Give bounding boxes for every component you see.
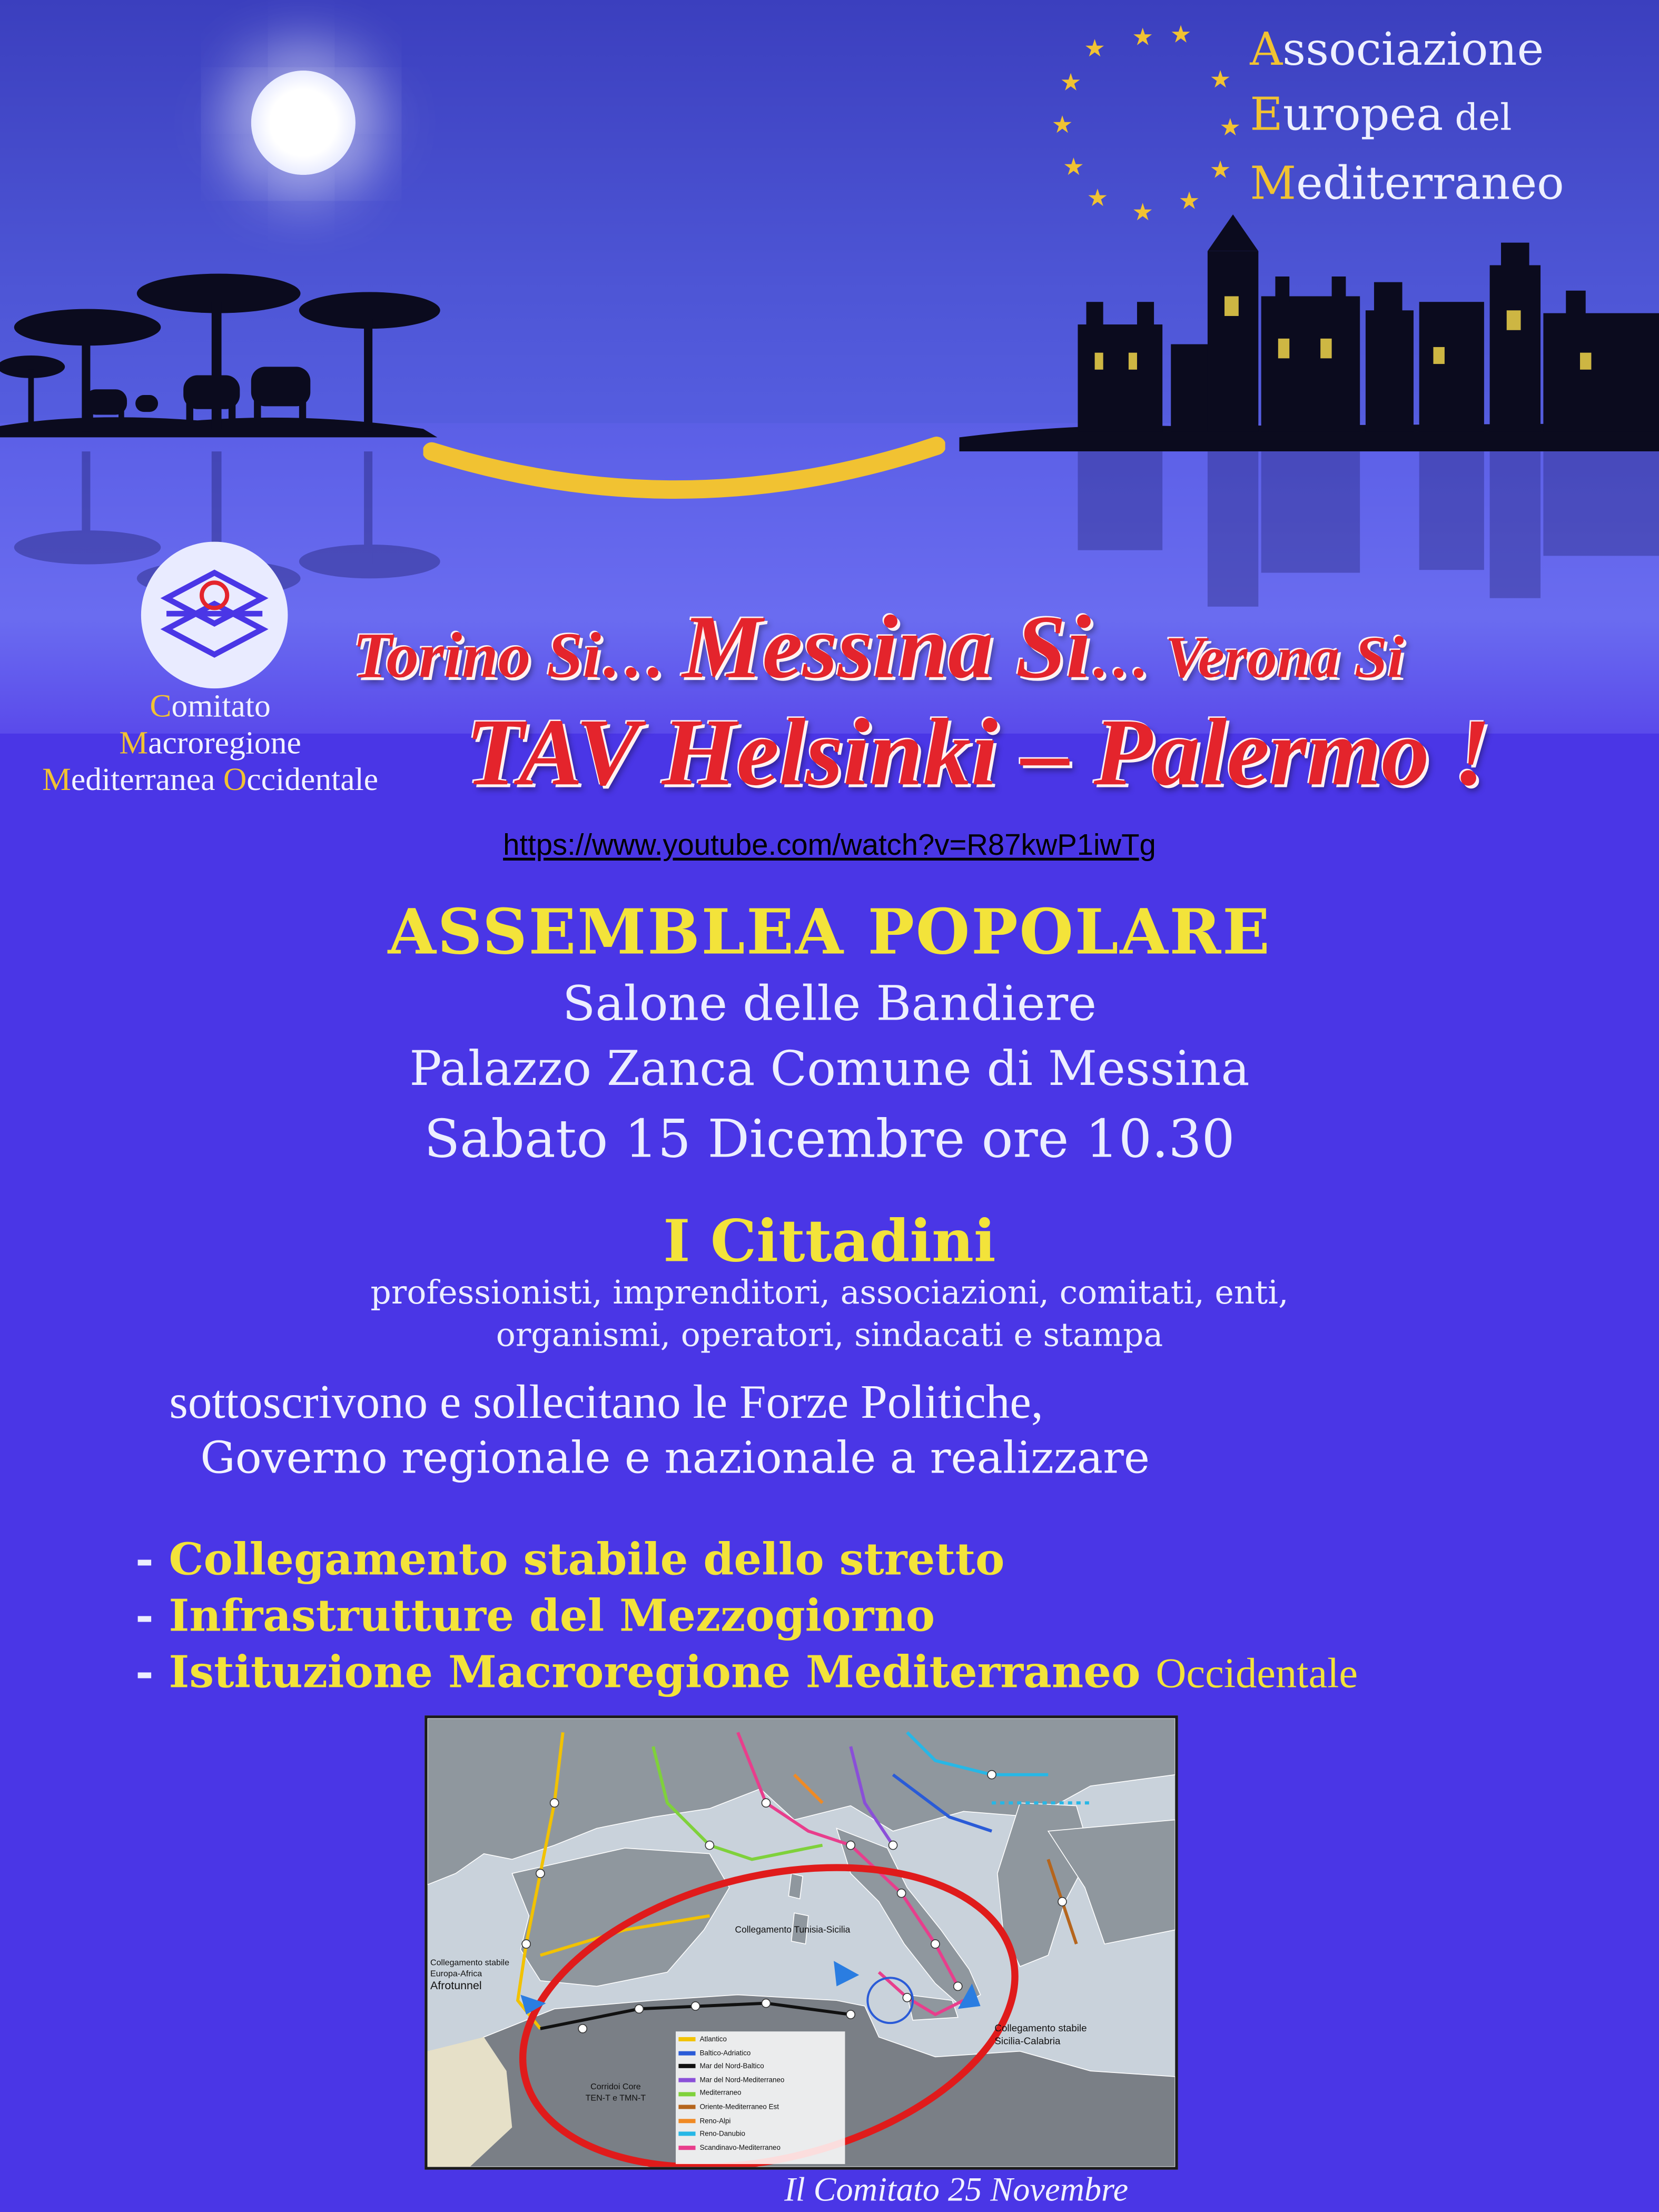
map-label-sicily-calabria <box>994 2023 1087 2048</box>
legend-swatch <box>678 2065 695 2069</box>
demand-item <box>135 1648 1358 1698</box>
citizens-list-line: professionisti, imprenditori, associazioni, comitati, enti, <box>370 1275 1289 1312</box>
map-label-text: Europa-Africa <box>430 1971 482 1980</box>
committee-logo-emblem <box>141 542 288 689</box>
svg-text:★: ★ <box>1063 153 1084 181</box>
association-initial: A <box>1250 22 1283 76</box>
svg-text:★: ★ <box>1170 20 1192 48</box>
headline-torino: Torino Si… <box>352 619 683 692</box>
svg-text:★: ★ <box>1132 23 1154 51</box>
map-label-tunisia-sicily <box>735 1924 851 1937</box>
city-skyline-silhouette <box>959 212 1659 451</box>
event-date-time: Sabato 15 Dicembre ore 10.30 <box>424 1109 1235 1170</box>
svg-text:★: ★ <box>1209 155 1231 184</box>
map-label-text: Sicilia-Calabria <box>994 2037 1061 2047</box>
bullet-dash: - <box>135 1535 169 1586</box>
committee-initial: C <box>150 688 172 724</box>
map-label-text: TEN-T e TMN-T <box>585 2095 646 2104</box>
legend-swatch <box>678 2078 695 2082</box>
headline-cities <box>353 595 1623 699</box>
bullet-dash: - <box>135 1647 169 1699</box>
headline-verona: … Verona Si <box>1091 626 1404 692</box>
legend-swatch <box>678 2146 695 2150</box>
svg-text:★: ★ <box>1209 65 1231 94</box>
committee-initial: M <box>42 762 71 797</box>
legend-label: Baltico-Adriatico <box>699 2049 751 2058</box>
citizens-list-line: organismi, operatori, sindacati e stampa <box>496 1317 1163 1355</box>
svg-text:★: ★ <box>1084 34 1105 63</box>
legend-swatch <box>678 2091 695 2096</box>
committee-initial: O <box>223 762 247 797</box>
legend-label: Oriente-Mediterraneo Est <box>699 2103 779 2112</box>
legend-label: Reno-Alpi <box>699 2117 731 2126</box>
legend-label: Mar del Nord-Mediterraneo <box>699 2076 785 2085</box>
footer-signature: Il Comitato 25 Novembre <box>784 2172 1129 2209</box>
legend-swatch <box>678 2037 695 2041</box>
bullet-dash: - <box>135 1591 169 1642</box>
map-label-text: Afrotunnel <box>430 1979 482 1992</box>
transport-corridor-map <box>424 1715 1178 2170</box>
legend-label: Mar del Nord-Baltico <box>699 2062 764 2071</box>
demand-text: Collegamento stabile dello stretto <box>169 1535 1005 1586</box>
event-venue-building: Palazzo Zanca Comune di Messina <box>409 1041 1250 1098</box>
svg-text:★: ★ <box>1087 184 1109 212</box>
youtube-video-link[interactable]: https://www.youtube.com/watch?v=R87kwP1iwTg <box>503 829 1156 862</box>
moon-icon <box>251 71 355 175</box>
headline-messina: Messina Si <box>682 597 1091 697</box>
association-name <box>1250 17 1564 216</box>
legend-item <box>678 2048 845 2061</box>
legend-item <box>678 2088 845 2102</box>
legend-item <box>678 2035 845 2048</box>
demand-text: Istituzione Macroregione Mediterraneo <box>169 1647 1156 1699</box>
legend-label: Mediterraneo <box>699 2090 742 2099</box>
association-initial: E <box>1250 87 1283 141</box>
legend-item <box>678 2075 845 2089</box>
legend-item <box>678 2061 845 2075</box>
citizens-action-line: Governo regionale e nazionale a realizzare <box>200 1433 1150 1484</box>
association-initial: M <box>1250 156 1297 211</box>
legend-swatch <box>678 2105 695 2109</box>
headline-tav: TAV Helsinki – Palermo ! <box>465 698 1491 806</box>
event-title: ASSEMBLEA POPOLARE <box>388 897 1271 970</box>
demand-item <box>135 1535 1004 1585</box>
legend-item <box>678 2102 845 2116</box>
legend-swatch <box>678 2132 695 2136</box>
committee-name <box>14 688 407 798</box>
committee-word: editerranea <box>71 762 223 797</box>
association-word: ssociazione <box>1282 22 1544 76</box>
map-label-text: Collegamento stabile <box>994 2024 1087 2035</box>
eu-stars-logo <box>1044 11 1256 223</box>
association-word: editerraneo <box>1296 156 1564 211</box>
map-label-text: Collegamento stabile <box>430 1959 510 1968</box>
demand-item <box>135 1591 935 1642</box>
legend-label: Scandinavo-Mediterraneo <box>699 2144 781 2152</box>
bridge-arc-icon <box>423 432 945 511</box>
citizens-action-line: sottoscrivono e sollecitano le Forze Politiche, <box>169 1377 1043 1429</box>
svg-text:★: ★ <box>1060 68 1082 96</box>
svg-text:★: ★ <box>1051 110 1073 139</box>
map-label-text: Corridoi Core <box>590 2083 641 2092</box>
demand-text: Infrastrutture del Mezzogiorno <box>169 1591 935 1642</box>
legend-label: Reno-Danubio <box>699 2130 745 2139</box>
committee-initial: M <box>119 725 149 761</box>
legend-swatch <box>678 2051 695 2055</box>
svg-text:★: ★ <box>1132 197 1154 223</box>
legend-item <box>678 2142 845 2156</box>
legend-item <box>678 2116 845 2129</box>
savanna-silhouette <box>0 254 451 451</box>
legend-item <box>678 2129 845 2142</box>
map-label-afrotunnel <box>430 1958 509 1992</box>
legend-swatch <box>678 2119 695 2123</box>
committee-word: omitato <box>171 688 271 724</box>
map-label-text: Collegamento Tunisia-Sicilia <box>735 1925 851 1936</box>
event-venue-hall: Salone delle Bandiere <box>562 976 1097 1033</box>
association-word: del <box>1443 97 1512 140</box>
committee-word: acroregione <box>148 725 301 761</box>
association-word: uropea <box>1282 87 1444 141</box>
demand-text: Occidentale <box>1156 1650 1358 1697</box>
legend-label: Atlantico <box>699 2036 727 2045</box>
committee-word: ccidentale <box>246 762 379 797</box>
citizens-title: I Cittadini <box>663 1207 996 1276</box>
svg-text:★: ★ <box>1219 113 1241 142</box>
map-legend-list <box>678 2035 845 2156</box>
map-label-core-corridors <box>586 2082 646 2105</box>
svg-text:★: ★ <box>1178 186 1200 215</box>
